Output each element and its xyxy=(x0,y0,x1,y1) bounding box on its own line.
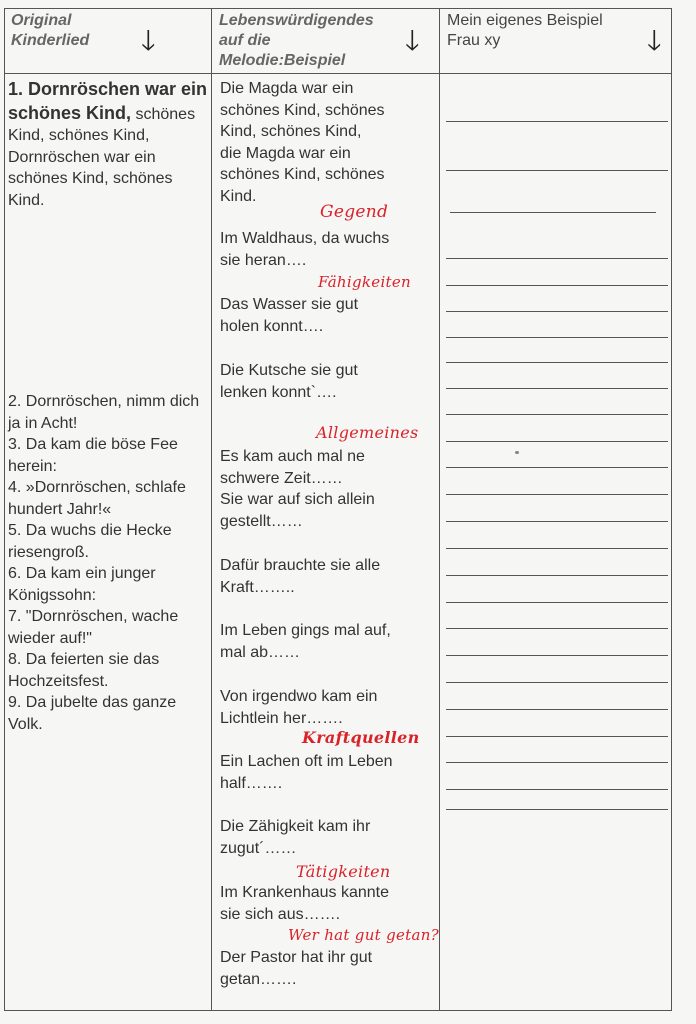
verse-5: 5. Da wuchs die Hecke riesengroß. xyxy=(8,522,172,561)
annotation-taetigkeiten: Tätigkeiten xyxy=(296,862,391,881)
speck-mark xyxy=(515,451,519,454)
verse-1-rest: schönes Kind, schönes Kind, Dornröschen war ein schönes Kind, schönes Kind. xyxy=(8,105,196,209)
verse-6: 6. Da kam ein junger Königssohn: xyxy=(8,565,156,604)
adapted-lyric-block: Die Kutsche sie gut lenken konnt`…. xyxy=(220,362,358,401)
annotation-faehigkeiten: Fähigkeiten xyxy=(318,273,412,291)
writing-line[interactable] xyxy=(446,575,668,576)
writing-line[interactable] xyxy=(446,494,668,495)
adapted-lyric-block: Das Wasser sie gut holen konnt…. xyxy=(220,296,359,335)
writing-line[interactable] xyxy=(446,311,668,312)
verse-1-bold: 1. Dornröschen war ein schönes Kind, xyxy=(8,79,208,123)
header-divider xyxy=(5,73,671,74)
writing-line[interactable] xyxy=(446,414,668,415)
writing-line[interactable] xyxy=(446,521,668,522)
adapted-lyric-block: Die Magda war ein schönes Kind, schönes Kind, schönes Kind, die Magda war ein schönes Kind, schönes Kind. xyxy=(220,80,385,205)
adapted-lyric-block: Der Pastor hat ihr gut getan……. xyxy=(220,949,373,988)
writing-line[interactable] xyxy=(446,736,668,737)
writing-line[interactable] xyxy=(446,709,668,710)
adapted-lyric-block: Im Leben gings mal auf, mal ab…… xyxy=(220,622,391,661)
adapted-lyric-block: Ein Lachen oft im Leben half……. xyxy=(220,753,393,792)
verse-3: 3. Da kam die böse Fee herein: xyxy=(8,436,178,475)
header-mein-eigenes-beispiel: Mein eigenes Beispiel Frau xy xyxy=(447,12,603,49)
writing-line[interactable] xyxy=(446,789,668,790)
annotation-allgemeines: Allgemeines xyxy=(316,423,419,442)
verse-9: 9. Da jubelte das ganze Volk. xyxy=(8,694,177,733)
adapted-lyric-block: Die Zähigkeit kam ihr zugut´…… xyxy=(220,818,371,857)
verse-7: 7. "Dornröschen, wache wieder auf!" xyxy=(8,608,179,647)
writing-line[interactable] xyxy=(446,258,668,259)
adapted-lyric-block: Es kam auch mal ne schwere Zeit…… Sie war auf sich allein gestellt…… xyxy=(220,448,375,530)
adapted-lyric-block: Dafür brauchte sie alle Kraft…….. xyxy=(220,557,381,596)
verse-8: 8. Da feierten sie das Hochzeitsfest. xyxy=(8,651,160,690)
writing-line[interactable] xyxy=(446,682,668,683)
writing-line[interactable] xyxy=(446,655,668,656)
original-song-verses xyxy=(8,391,208,735)
writing-line[interactable] xyxy=(446,388,668,389)
down-arrow-icon: 🡓 xyxy=(405,24,420,57)
writing-line[interactable] xyxy=(446,467,668,468)
writing-line[interactable] xyxy=(446,285,668,286)
writing-line[interactable] xyxy=(446,548,668,549)
verse-2: 2. Dornröschen, nimm dich ja in Acht! xyxy=(8,393,200,432)
writing-line[interactable] xyxy=(446,602,668,603)
writing-line[interactable] xyxy=(446,362,668,363)
writing-line[interactable] xyxy=(446,170,668,171)
writing-line[interactable] xyxy=(446,441,668,442)
writing-line[interactable] xyxy=(446,809,668,810)
writing-line[interactable] xyxy=(450,212,656,213)
annotation-kraftquellen: Kraftquellen xyxy=(302,728,420,747)
annotation-wer-hat-gut-getan: Wer hat gut getan? xyxy=(288,926,440,944)
annotation-gegend: Gegend xyxy=(320,202,389,222)
adapted-lyric-block: Von irgendwo kam ein Lichtlein her……. xyxy=(220,688,378,727)
writing-line[interactable] xyxy=(446,337,668,338)
verse-4: 4. »Dornröschen, schlafe hundert Jahr!« xyxy=(8,479,186,518)
writing-line[interactable] xyxy=(446,762,668,763)
writing-line[interactable] xyxy=(446,628,668,629)
column-divider-1 xyxy=(211,9,212,1010)
adapted-lyric-block: Im Waldhaus, da wuchs sie heran…. xyxy=(220,230,390,269)
down-arrow-icon: 🡓 xyxy=(141,24,156,57)
header-original-kinderlied: Original Kinderlied xyxy=(11,12,90,49)
writing-line[interactable] xyxy=(446,121,668,122)
down-arrow-icon: 🡓 xyxy=(647,24,662,57)
adapted-lyric-block: Im Krankenhaus kannte sie sich aus……. xyxy=(220,884,389,923)
original-song-verse-1 xyxy=(8,78,208,211)
column-divider-2 xyxy=(439,9,440,1010)
header-lebenswuerdigendes: Lebenswürdigendes auf die Melodie:Beispiel xyxy=(219,12,374,69)
